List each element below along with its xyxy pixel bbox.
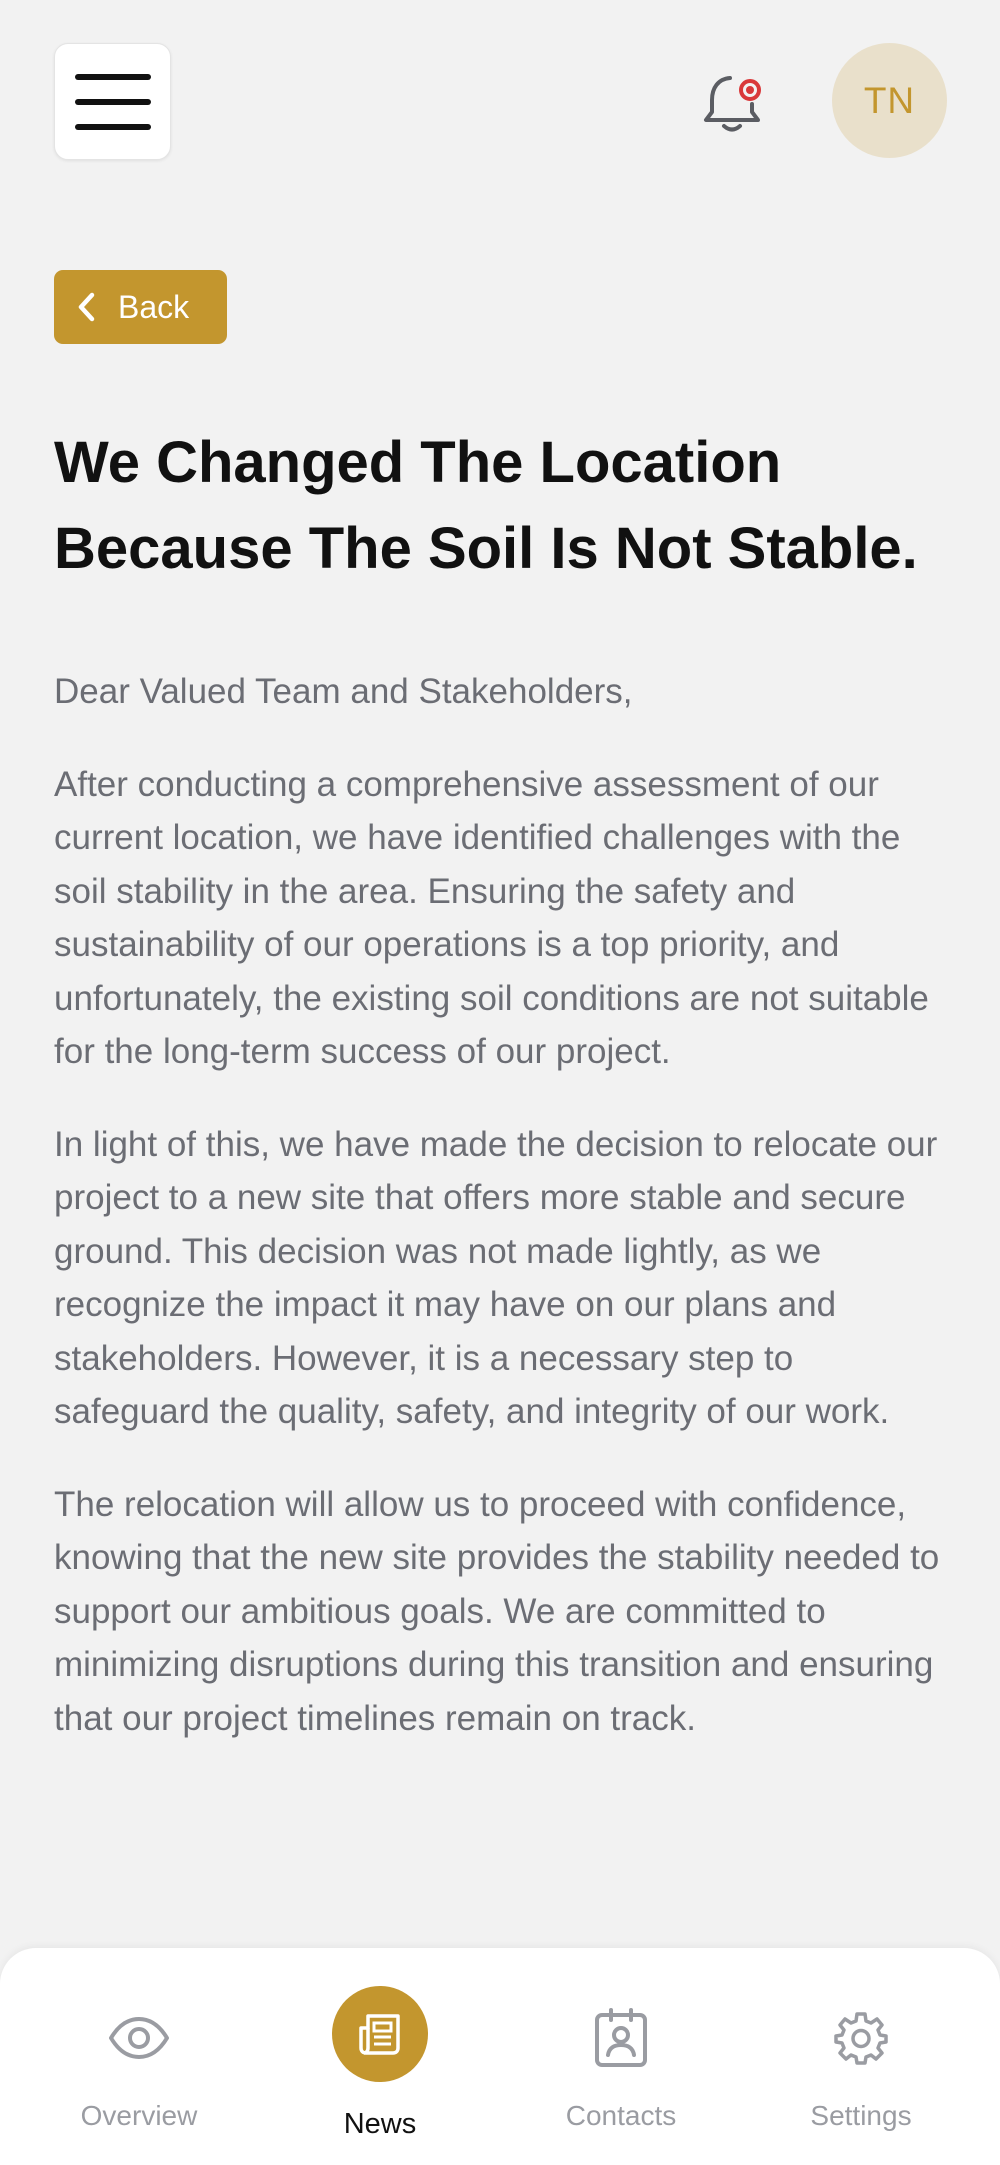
hamburger-icon	[75, 74, 151, 130]
article-body	[54, 665, 954, 1784]
avatar-initials: TN	[863, 79, 916, 121]
article-paragraph: Dear Valued Team and Stakeholders,	[54, 672, 633, 711]
article-paragraph: After conducting a comprehensive assessment of our current location, we have identified challenges with the soil stability in the area. Ensuring the safety and sustainability of our operations is a top priority, and unfortunately, the existing soil conditions are not suitable for the long-term success of our project.	[54, 764, 929, 1071]
menu-button[interactable]	[54, 43, 171, 160]
eye-icon	[91, 1990, 187, 2086]
bell-icon	[700, 70, 766, 136]
nav-item-news[interactable]	[260, 1948, 500, 2165]
nav-item-label: Settings	[810, 2100, 912, 2131]
newspaper-icon	[332, 1986, 428, 2082]
chevron-left-icon	[76, 291, 96, 323]
gear-icon	[813, 1990, 909, 2086]
back-button-label: Back	[118, 288, 190, 325]
contact-card-icon	[573, 1990, 669, 2086]
nav-item-label: News	[343, 2108, 417, 2140]
back-button[interactable]	[54, 270, 227, 344]
notification-button[interactable]	[700, 70, 766, 136]
article-title: We Changed The Location Because The Soil Is Not Stable.	[54, 430, 918, 581]
bottom-nav	[0, 1948, 1000, 2165]
nav-item-overview[interactable]	[19, 1948, 259, 2165]
article-paragraph: In light of this, we have made the decision to relocate our project to a new site that offers more stable and secure ground. This decision was not made lightly, as we recognize the impact it may have on our plans and stakeholders. However, it is a necessary step to safeguard the quality, safety, and integrity of our work.	[54, 1124, 938, 1431]
nav-item-label: Contacts	[565, 2100, 677, 2131]
avatar[interactable]	[832, 43, 947, 158]
nav-item-label: Overview	[80, 2100, 198, 2131]
article-paragraph: The relocation will allow us to proceed with confidence, knowing that the new site provides the stability needed to support our ambitious goals. We are committed to minimizing disruptions during this transition and ensuring that our project timelines remain on track.	[54, 1484, 940, 1738]
nav-item-contacts[interactable]	[501, 1948, 741, 2165]
nav-item-settings[interactable]	[741, 1948, 981, 2165]
